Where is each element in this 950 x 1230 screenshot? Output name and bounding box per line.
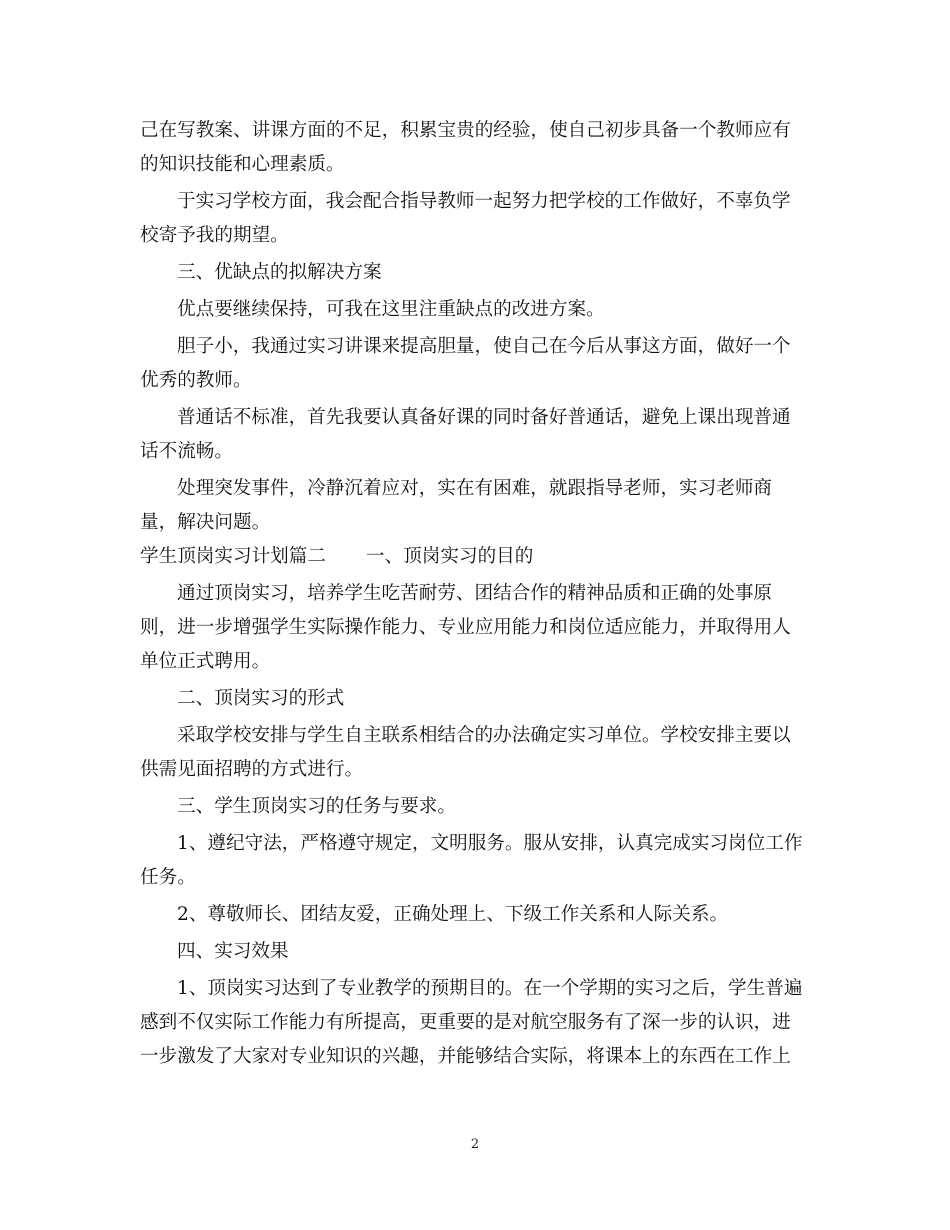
text-line: 话不流畅。 <box>140 441 233 462</box>
section-heading: 二、顶岗实习的形式 <box>177 688 345 709</box>
text-line: 胆子小，我通过实习讲课来提高胆量，使自己在今后从事这方面，做好一个 <box>177 336 791 357</box>
text-line: 1、顶岗实习达到了专业教学的预期目的。在一个学期的实习之后，学生普遍 <box>177 978 803 999</box>
section-heading: 一、顶岗实习的目的 <box>366 546 534 567</box>
text-line: 己在写教案、讲课方面的不足，积累宝贵的经验，使自己初步具备一个教师应有 <box>140 120 791 141</box>
section-heading: 三、优缺点的拟解决方案 <box>177 262 382 283</box>
text-line: 优点要继续保持，可我在这里注重缺点的改进方案。 <box>177 299 605 320</box>
text-line: 优秀的教师。 <box>140 370 252 391</box>
text-line: 于实习学校方面，我会配合指导教师一起努力把学校的工作做好，不辜负学 <box>177 191 791 212</box>
text-line: 2、尊敬师长、团结友爱，正确处理上、下级工作关系和人际关系。 <box>177 904 729 925</box>
text-line: 单位正式聘用。 <box>140 651 271 672</box>
text-line: 任务。 <box>140 867 196 888</box>
text-line: 1、遵纪守法，严格遵守规定，文明服务。服从安排，认真完成实习岗位工作 <box>177 833 803 854</box>
chapter-heading-line <box>140 540 805 574</box>
text-line: 处理突发事件，冷静沉着应对，实在有困难，就跟指导老师，实习老师商 <box>177 478 773 499</box>
document-body <box>140 114 805 1074</box>
text-line: 普通话不标准，首先我要认真备好课的同时备好普通话，避免上课出现普通 <box>177 407 791 428</box>
section-heading: 四、实习效果 <box>177 941 289 962</box>
text-line: 感到不仅实际工作能力有所提高，更重要的是对航空服务有了深一步的认识，进 <box>140 1012 791 1033</box>
text-line: 量，解决问题。 <box>140 512 271 533</box>
text-line: 校寄予我的期望。 <box>140 225 289 246</box>
text-line: 一步激发了大家对专业知识的兴趣，并能够结合实际，将课本上的东西在工作上 <box>140 1046 791 1067</box>
text-line: 采取学校安排与学生自主联系相结合的办法确定实习单位。学校安排主要以 <box>177 725 791 746</box>
section-heading: 三、学生顶岗实习的任务与要求。 <box>177 796 456 817</box>
chapter-title: 学生顶岗实习计划篇二 <box>140 546 326 567</box>
text-line: 则，进一步增强学生实际操作能力、专业应用能力和岗位适应能力，并取得用人 <box>140 617 791 638</box>
text-line: 的知识技能和心理素质。 <box>140 154 345 175</box>
text-line: 通过顶岗实习，培养学生吃苦耐劳、团结合作的精神品质和正确的处事原 <box>177 583 773 604</box>
page-number: 2 <box>470 1137 480 1152</box>
text-line: 供需见面招聘的方式进行。 <box>140 759 364 780</box>
